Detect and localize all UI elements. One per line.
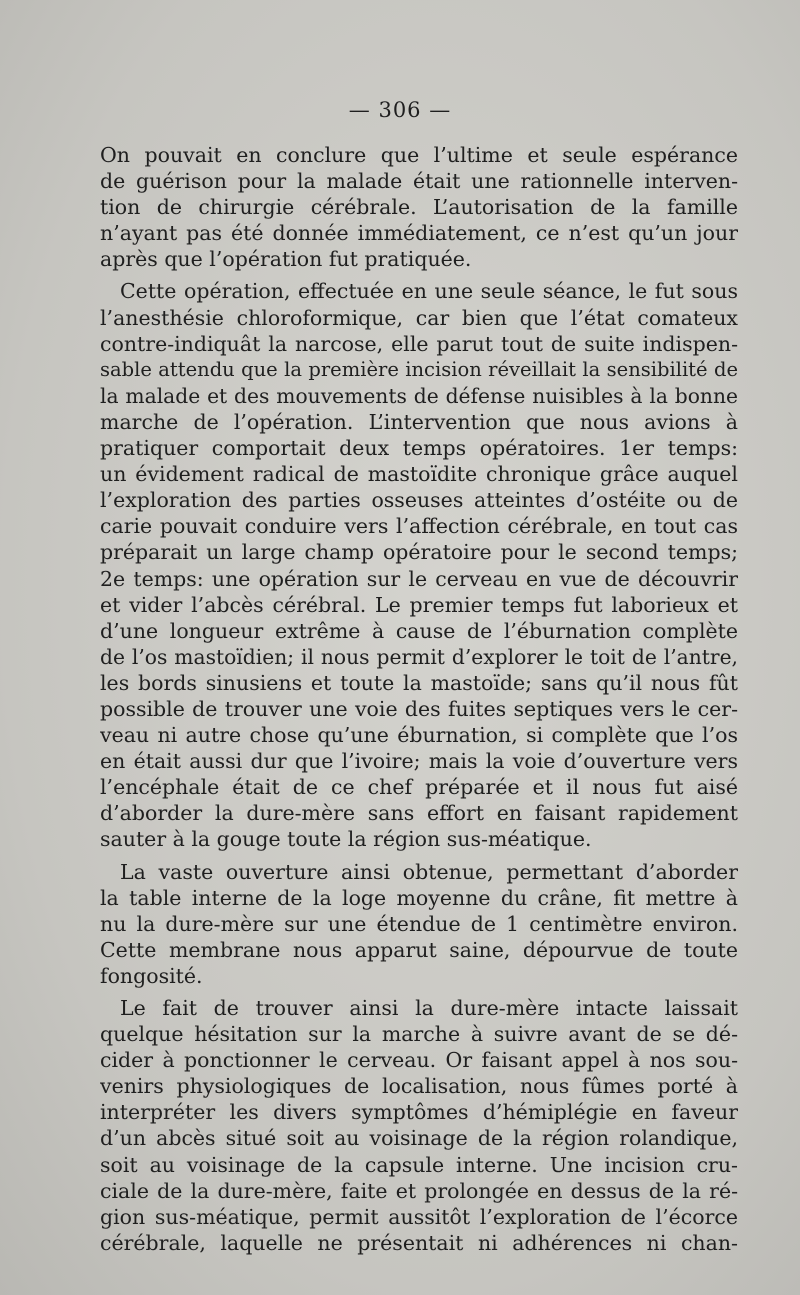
text-line: 2e temps: une opération sur le cerveau en vue de découvrir — [100, 566, 738, 591]
text-line: tion de chirurgie cérébrale. L’autorisation de la famille — [100, 195, 738, 220]
text-line: d’un abcès situé soit au voisinage de la région rolandique, — [100, 1126, 738, 1151]
text-line: veau ni autre chose qu’une éburnation, si complète que l’os — [100, 723, 738, 748]
text-line: et vider l’abcès cérébral. Le premier temps fut laborieux et — [100, 592, 738, 617]
page-number: — 306 — — [348, 98, 452, 122]
text-line: soit au voisinage de la capsule interne. Une incision cru- — [100, 1152, 738, 1177]
text-line: un évidement radical de mastoïdite chronique grâce auquel — [100, 462, 738, 487]
text-line: n’ayant pas été donnée immédiatement, ce n’est qu’un jour — [100, 221, 738, 246]
text-line: interpréter les divers symptômes d’hémiplégie en faveur — [100, 1100, 738, 1125]
text-line: Le fait de trouver ainsi la dure-mère intacte laissait — [120, 996, 738, 1020]
text-line: La vaste ouverture ainsi obtenue, permettant d’aborder — [120, 859, 738, 884]
paragraph — [100, 995, 738, 1256]
body-text — [100, 142, 738, 1262]
text-line: ciale de la dure-mère, faite et prolongée en dessus de la ré- — [100, 1178, 738, 1203]
text-line: les bords sinusiens et toute la mastoïde; sans qu’il nous fût — [100, 670, 738, 695]
text-line: Cette opération, effectuée en une seule séance, le fut sous — [120, 279, 738, 304]
text-line: On pouvait en conclure que l’ultime et seule espérance — [100, 143, 738, 167]
text-line: préparait un large champ opératoire pour le second temps; — [100, 540, 738, 565]
text-line: de guérison pour la malade était une rationnelle interven- — [100, 169, 738, 194]
paragraph — [100, 859, 738, 989]
text-line: possible de trouver une voie des fuites septiques vers le cer- — [100, 696, 738, 721]
text-line: quelque hésitation sur la marche à suivre avant de se dé- — [100, 1022, 738, 1047]
text-line: nu la dure-mère sur une étendue de 1 centimètre environ. — [100, 911, 738, 936]
text-line: contre-indiquât la narcose, elle parut tout de suite indispen- — [100, 331, 738, 356]
text-line: carie pouvait conduire vers l’affection cérébrale, en tout cas — [100, 514, 738, 539]
text-line: d’une longueur extrême à cause de l’éburnation complète — [100, 618, 738, 643]
text-line: fongosité. — [100, 963, 203, 988]
text-line: marche de l’opération. L’intervention que nous avions à — [100, 409, 738, 434]
text-line: l’anesthésie chloroformique, car bien que l’état comateux — [100, 305, 738, 330]
text-line: pratiquer comportait deux temps opératoires. 1er temps: — [100, 436, 738, 461]
text-line: après que l’opération fut pratiquée. — [100, 247, 472, 272]
text-line: gion sus-méatique, permit aussitôt l’exploration de l’écorce — [100, 1204, 738, 1229]
text-line: la malade et des mouvements de défense nuisibles à la bonne — [100, 383, 738, 408]
text-line: la table interne de la loge moyenne du crâne, fit mettre à — [100, 885, 738, 910]
text-line: sauter à la gouge toute la région sus-méatique. — [100, 827, 592, 852]
text-line: sable attendu que la première incision réveillait la sensibilité de — [100, 357, 738, 381]
text-line: venirs physiologiques de localisation, nous fûmes porté à — [100, 1074, 738, 1099]
text-line: d’aborder la dure-mère sans effort en faisant rapidement — [100, 801, 738, 826]
text-line: de l’os mastoïdien; il nous permit d’explorer le toit de l’antre, — [100, 644, 738, 669]
text-line: cérébrale, laquelle ne présentait ni adhérences ni chan- — [100, 1230, 738, 1255]
text-line: Cette membrane nous apparut saine, dépourvue de toute — [100, 937, 738, 962]
text-line: l’exploration des parties osseuses atteintes d’ostéite ou de — [100, 488, 738, 513]
paragraph — [100, 142, 738, 272]
text-line: cider à ponctionner le cerveau. Or faisant appel à nos sou- — [100, 1048, 738, 1073]
text-line: en était aussi dur que l’ivoire; mais la voie d’ouverture vers — [100, 749, 738, 774]
paragraph — [100, 278, 738, 852]
text-line: l’encéphale était de ce chef préparée et il nous fut aisé — [100, 775, 738, 800]
